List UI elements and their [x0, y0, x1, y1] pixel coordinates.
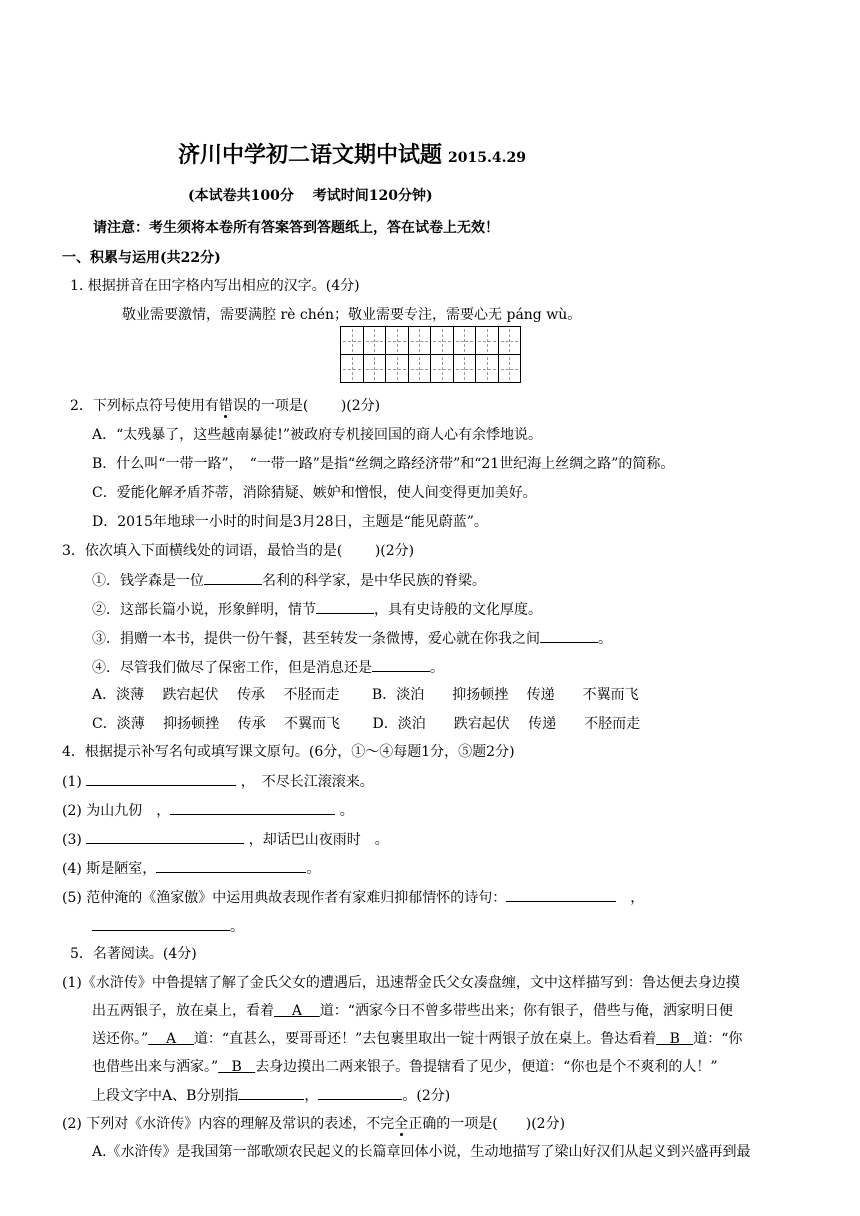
q2-emphasis: 有错误	[204, 398, 247, 414]
q5-emphasis: 不完全正确	[366, 1116, 437, 1132]
q3-item-4	[92, 657, 444, 678]
q4-text: 。	[339, 803, 354, 819]
q4-text: 为山九仞 ，	[86, 803, 171, 819]
q4-num: (4)	[62, 861, 82, 877]
blank-b-label: B	[231, 1059, 242, 1075]
q5-p1-line2	[92, 1001, 733, 1021]
q4-text: 。	[306, 861, 321, 877]
q5-text: ，	[304, 1088, 319, 1104]
q5-p1-line3	[92, 1029, 742, 1049]
q2-stem	[70, 396, 380, 416]
exam-title	[178, 140, 526, 173]
grid-cell[interactable]	[431, 327, 454, 355]
grid-cell[interactable]	[409, 327, 432, 355]
q5-p1-line5	[92, 1085, 450, 1106]
q5-text: 道：“直甚么，要哥哥还！”去包裹里取出一锭十两银子放在桌上。鲁达看着	[193, 1031, 657, 1047]
grid-cell[interactable]	[499, 327, 522, 355]
q3-text: 。	[598, 631, 612, 647]
q5-p2-stem	[62, 1114, 565, 1134]
q5-text: 去身边摸出二两来银子。鲁提辖看了见少，便道：“你也是个不爽利的人！”	[255, 1059, 718, 1075]
q3-choices-ab: A．淡薄 跌宕起伏 传承 不胫而走 B．淡泊 抑扬顿挫 传递 不翼而飞	[92, 687, 639, 703]
answer-blank[interactable]	[204, 570, 262, 585]
q4-item-3	[62, 829, 389, 850]
q4-num: (1)	[62, 774, 82, 790]
q2-option-a: A．“太残暴了，这些越南暴徒!”被政府专机接回国的商人心有余悸地说。	[92, 427, 543, 443]
q4-text: ，却话巴山夜雨时 。	[248, 832, 389, 848]
grid-cell[interactable]	[454, 327, 477, 355]
answer-blank[interactable]	[316, 599, 374, 614]
q3-item-3	[92, 628, 612, 649]
answer-blank[interactable]	[92, 916, 230, 931]
grid-cell[interactable]	[364, 355, 387, 383]
tianzige-grid[interactable]	[340, 326, 521, 383]
q4-item-5	[62, 887, 644, 908]
grid-cell[interactable]	[476, 355, 499, 383]
grid-cell[interactable]	[386, 355, 409, 383]
q5-text: 。(2分)	[402, 1088, 451, 1104]
grid-cell[interactable]	[431, 355, 454, 383]
grid-cell[interactable]	[386, 327, 409, 355]
grid-cell[interactable]	[454, 355, 477, 383]
q2-option-b: B．什么叫“一带一路”， “一带一路”是指“丝绸之路经济带”和“21世纪海上丝绸之路”的简称。	[92, 456, 675, 472]
q3-stem: 3．依次填入下面横线处的词语，最恰当的是( )(2分)	[62, 543, 415, 559]
q1-text: 敬业需要激情，需要满腔 rè chén；敬业需要专注，需要心无 páng wù。	[122, 307, 582, 323]
exam-notice: 请注意：考生须将本卷所有答案答到答题纸上，答在试卷上无效！	[93, 220, 499, 236]
q3-text: 名利的科学家，是中华民族的脊梁。	[262, 573, 486, 589]
answer-blank[interactable]	[86, 829, 244, 844]
grid-cell[interactable]	[341, 327, 364, 355]
exam-date: 2015.4.29	[448, 150, 526, 166]
q3-choices-cd: C．淡薄 抑扬顿挫 传承 不翼而飞 D．淡泊 跌宕起伏 传递 不胫而走	[92, 716, 641, 732]
answer-blank[interactable]	[86, 771, 236, 786]
q5-text: 的一项是( )(2分)	[436, 1116, 566, 1132]
q4-item-4	[62, 858, 320, 879]
q1-stem: 1. 根据拼音在田字格内写出相应的汉字。(4分)	[70, 278, 360, 294]
answer-blank[interactable]	[506, 887, 616, 902]
q4-stem: 4．根据提示补写名句或填写课文原句。(6分，①～④每题1分，⑤题2分)	[62, 744, 515, 760]
blank-a-label: A	[165, 1031, 177, 1047]
q3-text: ②．这部长篇小说，形象鲜明，情节	[92, 602, 316, 618]
grid-cell[interactable]	[476, 327, 499, 355]
q4-item-1	[62, 771, 374, 792]
q5-text: 上段文字中A、B分别指	[92, 1088, 239, 1104]
q4-text: 范仲淹的《渔家傲》中运用典故表现作者有家难归抑郁情怀的诗句：	[86, 890, 507, 906]
blank-a	[148, 1031, 194, 1047]
q3-text: ，具有史诗般的文化厚度。	[374, 602, 542, 618]
answer-blank[interactable]	[372, 657, 430, 672]
q4-text: ，	[630, 890, 645, 906]
q4-text: 斯是陋室，	[86, 861, 157, 877]
q3-text: 。	[430, 660, 444, 676]
blank-a-label: A	[291, 1003, 302, 1019]
q5-p2-option-a: A.《水浒传》是我国第一部歌颂农民起义的长篇章回体小说，生动地描写了梁山好汉们从起义到兴盛再到最	[92, 1144, 751, 1160]
q5-text: 也借些出来与洒家。”	[92, 1059, 219, 1075]
q2-option-d: D．2015年地球一小时的时间是3月28日，主题是“能见蔚蓝”。	[92, 514, 488, 530]
q4-item-5-cont	[92, 916, 244, 937]
q4-item-2	[62, 800, 354, 821]
blank-b-label: B	[669, 1031, 680, 1047]
blank-b	[218, 1059, 255, 1075]
q4-text: ， 不尽长江滚滚来。	[240, 774, 374, 790]
q5-text: (2) 下列对《水浒传》内容的理解及常识的表述，	[62, 1116, 367, 1132]
grid-cell[interactable]	[341, 355, 364, 383]
grid-cell[interactable]	[409, 355, 432, 383]
grid-cell[interactable]	[364, 327, 387, 355]
answer-blank[interactable]	[170, 800, 335, 815]
answer-blank[interactable]	[540, 628, 598, 643]
q2-stem-part: 的一项是( )(2分)	[246, 398, 381, 414]
q4-num: (2)	[62, 803, 82, 819]
q3-item-2	[92, 599, 542, 620]
blank-a	[274, 1003, 320, 1019]
q5-text: 送还你。”	[92, 1031, 149, 1047]
answer-blank[interactable]	[318, 1085, 402, 1100]
q5-p1-line4	[92, 1057, 718, 1077]
q4-text: 。	[230, 919, 244, 935]
answer-blank[interactable]	[238, 1085, 304, 1100]
title-text: 济川中学初二语文期中试题	[178, 142, 443, 168]
q4-num: (5)	[62, 890, 82, 906]
answer-blank[interactable]	[156, 858, 306, 873]
q3-text: ①．钱学森是一位	[92, 573, 204, 589]
q2-stem-part: 2．下列标点符号使用	[70, 398, 205, 414]
q3-item-1	[92, 570, 486, 591]
q3-text: ③．捐赠一本书，提供一份午餐，甚至转发一条微博，爱心就在你我之间	[92, 631, 540, 647]
q5-text: 道：“洒家今日不曾多带些出来；你有银子，借些与俺，洒家明日便	[319, 1003, 733, 1019]
q5-stem: 5．名著阅读。(4分)	[70, 946, 197, 962]
q4-num: (3)	[62, 832, 82, 848]
exam-subtitle: (本试卷共100分 考试时间120分钟)	[188, 188, 433, 204]
section-heading: 一、积累与运用(共22分)	[62, 250, 221, 266]
blank-b	[656, 1031, 693, 1047]
grid-cell[interactable]	[499, 355, 522, 383]
q5-p1-line1: (1)《水浒传》中鲁提辖了解了金氏父女的遭遇后，迅速帮金氏父女凑盘缠，文中这样描写到：鲁达便去身边摸	[62, 975, 740, 991]
q3-text: ④．尽管我们做尽了保密工作，但是消息还是	[92, 660, 372, 676]
q5-text: 道：“你	[693, 1031, 743, 1047]
q2-option-c: C．爱能化解矛盾芥蒂，消除猜疑、嫉妒和憎恨，使人间变得更加美好。	[92, 485, 537, 501]
q5-text: 出五两银子，放在桌上，看着	[92, 1003, 274, 1019]
